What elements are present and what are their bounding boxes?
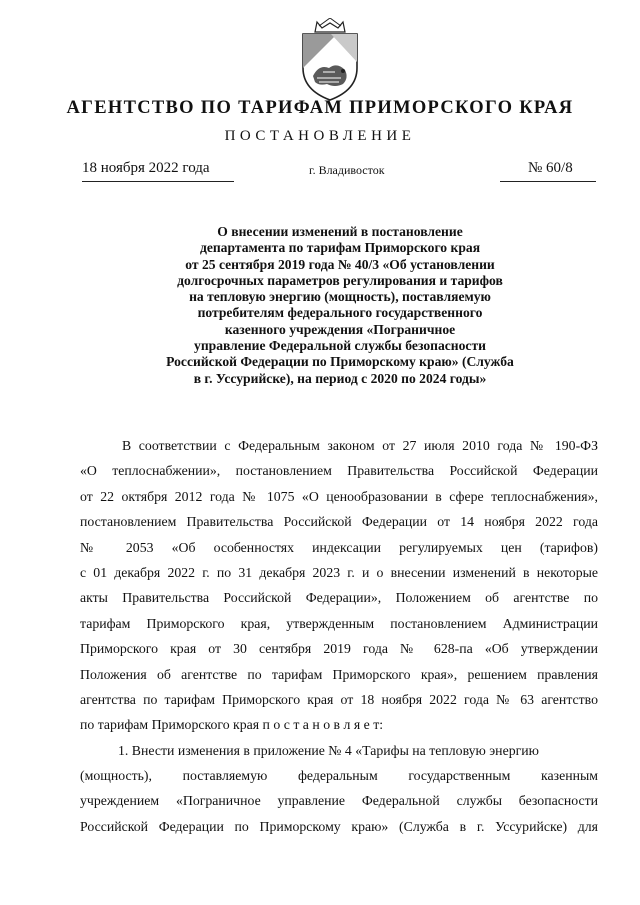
title-line: долгосрочных параметров регулирования и тарифов [177, 272, 503, 288]
body-line: с 01 декабря 2022 г. по 31 декабря 2023 г. и о внесении изменений в некоторые [80, 564, 598, 580]
title-line: О внесении изменений в постановление [217, 224, 463, 239]
body-line: по тарифам Приморского края п о с т а н о в л я е т: [80, 717, 384, 733]
agency-name: АГЕНТСТВО ПО ТАРИФАМ ПРИМОРСКОГО КРАЯ [66, 98, 574, 118]
title-line: в г. Уссурийске), на период с 2020 по 2024 годы» [193, 370, 487, 386]
body-line: «О теплоснабжении», постановлением Правительства Российской Федерации [80, 463, 598, 479]
document-title [150, 224, 530, 387]
title-line: потребителям федерального государственного [197, 305, 483, 321]
body-line: учреждением «Пограничное управление Федеральной службы безопасности [80, 793, 598, 809]
document-body [80, 433, 598, 839]
title-line: казенного учреждения «Пограничное [224, 321, 456, 337]
body-line: Российской Федерации по Приморскому краю» (Служба в г. Уссурийске) для [80, 818, 598, 834]
document-date: 18 ноября 2022 года [82, 160, 234, 182]
document-type: ПОСТАНОВЛЕНИЕ [224, 128, 416, 144]
body-line: тарифам Приморского края, утвержденным постановлением Администрации [80, 615, 598, 631]
title-line: от 25 сентября 2019 года № 40/3 «Об установлении [185, 256, 495, 272]
body-line: постановлением Правительства Российской Федерации от 14 ноября 2022 года [80, 514, 598, 530]
body-line: № 2053 «Об особенностях индексации регулируемых цен (тарифов) [80, 539, 598, 555]
title-line: Российской Федерации по Приморскому краю» (Служба [166, 354, 514, 370]
document-number: № 60/8 [500, 160, 596, 182]
body-line: (мощность), поставляемую федеральным государственным казенным [80, 768, 598, 784]
title-line: управление Федеральной службы безопасности [194, 338, 486, 354]
body-line: от 22 октября 2012 года № 1075 «О ценообразовании в сфере теплоснабжения», [80, 488, 598, 504]
title-line: департамента по тарифам Приморского края [199, 240, 481, 256]
list-item: 1. Внести изменения в приложение № 4 «Тарифы на тепловую энергию [118, 742, 539, 758]
body-line: агентства по тарифам Приморского края от 18 ноября 2022 года № 63 агентство [80, 691, 598, 707]
title-line: на тепловую энергию (мощность), поставляемую [189, 289, 491, 305]
coat-of-arms-icon [297, 18, 363, 102]
body-line: акты Правительства Российской Федерации», Положением об агентстве по [80, 590, 598, 606]
document-city: г. Владивосток [309, 163, 385, 177]
body-line: Приморского края от 30 сентября 2019 года № 628-па «Об утверждении [80, 641, 598, 657]
body-line: В соответствии с Федеральным законом от 27 июля 2010 года № 190-ФЗ [122, 438, 598, 453]
body-line: Положения об агентстве по тарифам Приморского края», решением правления [80, 666, 598, 682]
